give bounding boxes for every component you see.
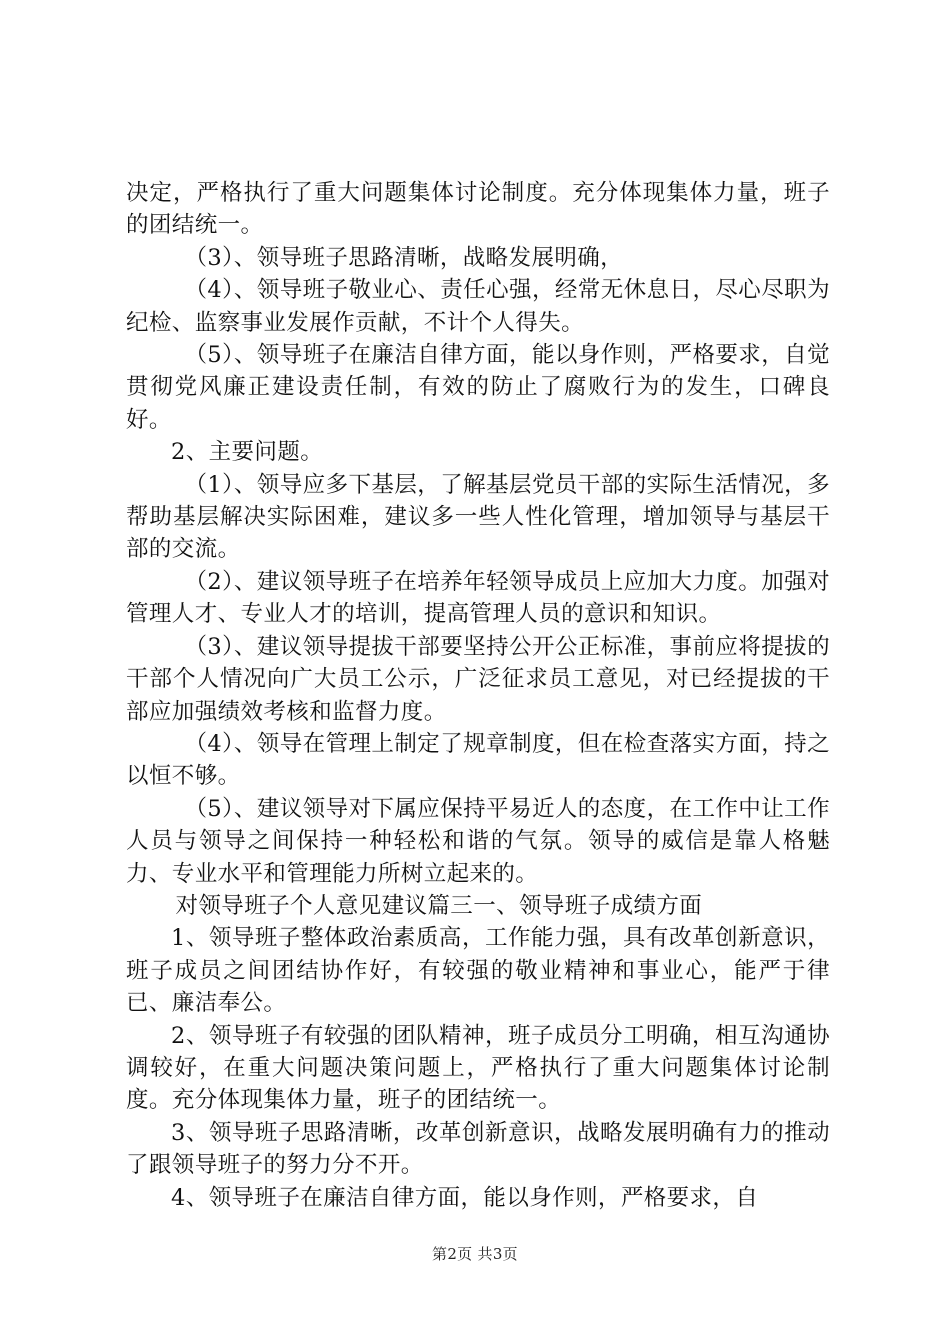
paragraph-item-4: （4）、领导班子敬业心、责任心强，经常无休息日，尽心尽职为纪检、监察事业发展作贡献，不计个人得失。 <box>126 277 830 336</box>
paragraph-problem-2: （2）、建议领导班子在培养年轻领导成员上应加大力度。加强对管理人才、专业人才的培训，提高管理人员的意识和知识。 <box>126 568 830 628</box>
paragraph-achievement-4: 4、领导班子在廉洁自律方面，能以身作则，严格要求，自 <box>171 1184 759 1211</box>
paragraph-achievement-2: 2、领导班子有较强的团队精神，班子成员分工明确，相互沟通协调较好，在重大问题决策问题上，严格执行了重大问题集体讨论制度。充分体现集体力量，班子的团结统一。 <box>126 1022 830 1114</box>
page-number-footer: 第2页 共3页 <box>432 1245 518 1263</box>
section-heading-part-three: 对领导班子个人意见建议篇三一、领导班子成绩方面 <box>175 892 703 919</box>
paragraph-problem-4: （4）、领导在管理上制定了规章制度，但在检查落实方面，持之以恒不够。 <box>126 730 830 790</box>
paragraph-problem-3: （3）、建议领导提拔干部要坚持公开公正标准，事前应将提拔的干部个人情况向广大员工公示，广泛征求员工意见，对已经提拔的干部应加强绩效考核和监督力度。 <box>126 633 830 725</box>
section-heading-main-problems: 2、主要问题。 <box>171 439 324 466</box>
paragraph-achievement-1: 1、领导班子整体政治素质高，工作能力强，具有改革创新意识，班子成员之间团结协作好，有较强的敬业精神和事业心，能严于律已、廉洁奉公。 <box>126 925 830 1017</box>
paragraph-problem-5: （5）、建议领导对下属应保持平易近人的态度，在工作中让工作人员与领导之间保持一种轻松和谐的气氛。领导的威信是靠人格魅力、专业水平和管理能力所树立起来的。 <box>126 795 830 887</box>
paragraph-achievement-3: 3、领导班子思路清晰，改革创新意识，战略发展明确有力的推动了跟领导班子的努力分不开。 <box>126 1119 830 1179</box>
paragraph-item-3: （3）、领导班子思路清晰，战略发展明确， <box>184 244 624 271</box>
document-body <box>126 177 830 1214</box>
paragraph-continuation: 决定，严格执行了重大问题集体讨论制度。充分体现集体力量，班子的团结统一。 <box>126 180 830 239</box>
paragraph-item-5: （5）、领导班子在廉洁自律方面，能以身作则，严格要求，自觉贯彻党风廉正建设责任制，有效的防止了腐败行为的发生，口碑良好。 <box>126 342 830 433</box>
paragraph-problem-1: （1）、领导应多下基层，了解基层党员干部的实际生活情况，多帮助基层解决实际困难，建议多一些人性化管理，增加领导与基层干部的交流。 <box>126 471 830 563</box>
